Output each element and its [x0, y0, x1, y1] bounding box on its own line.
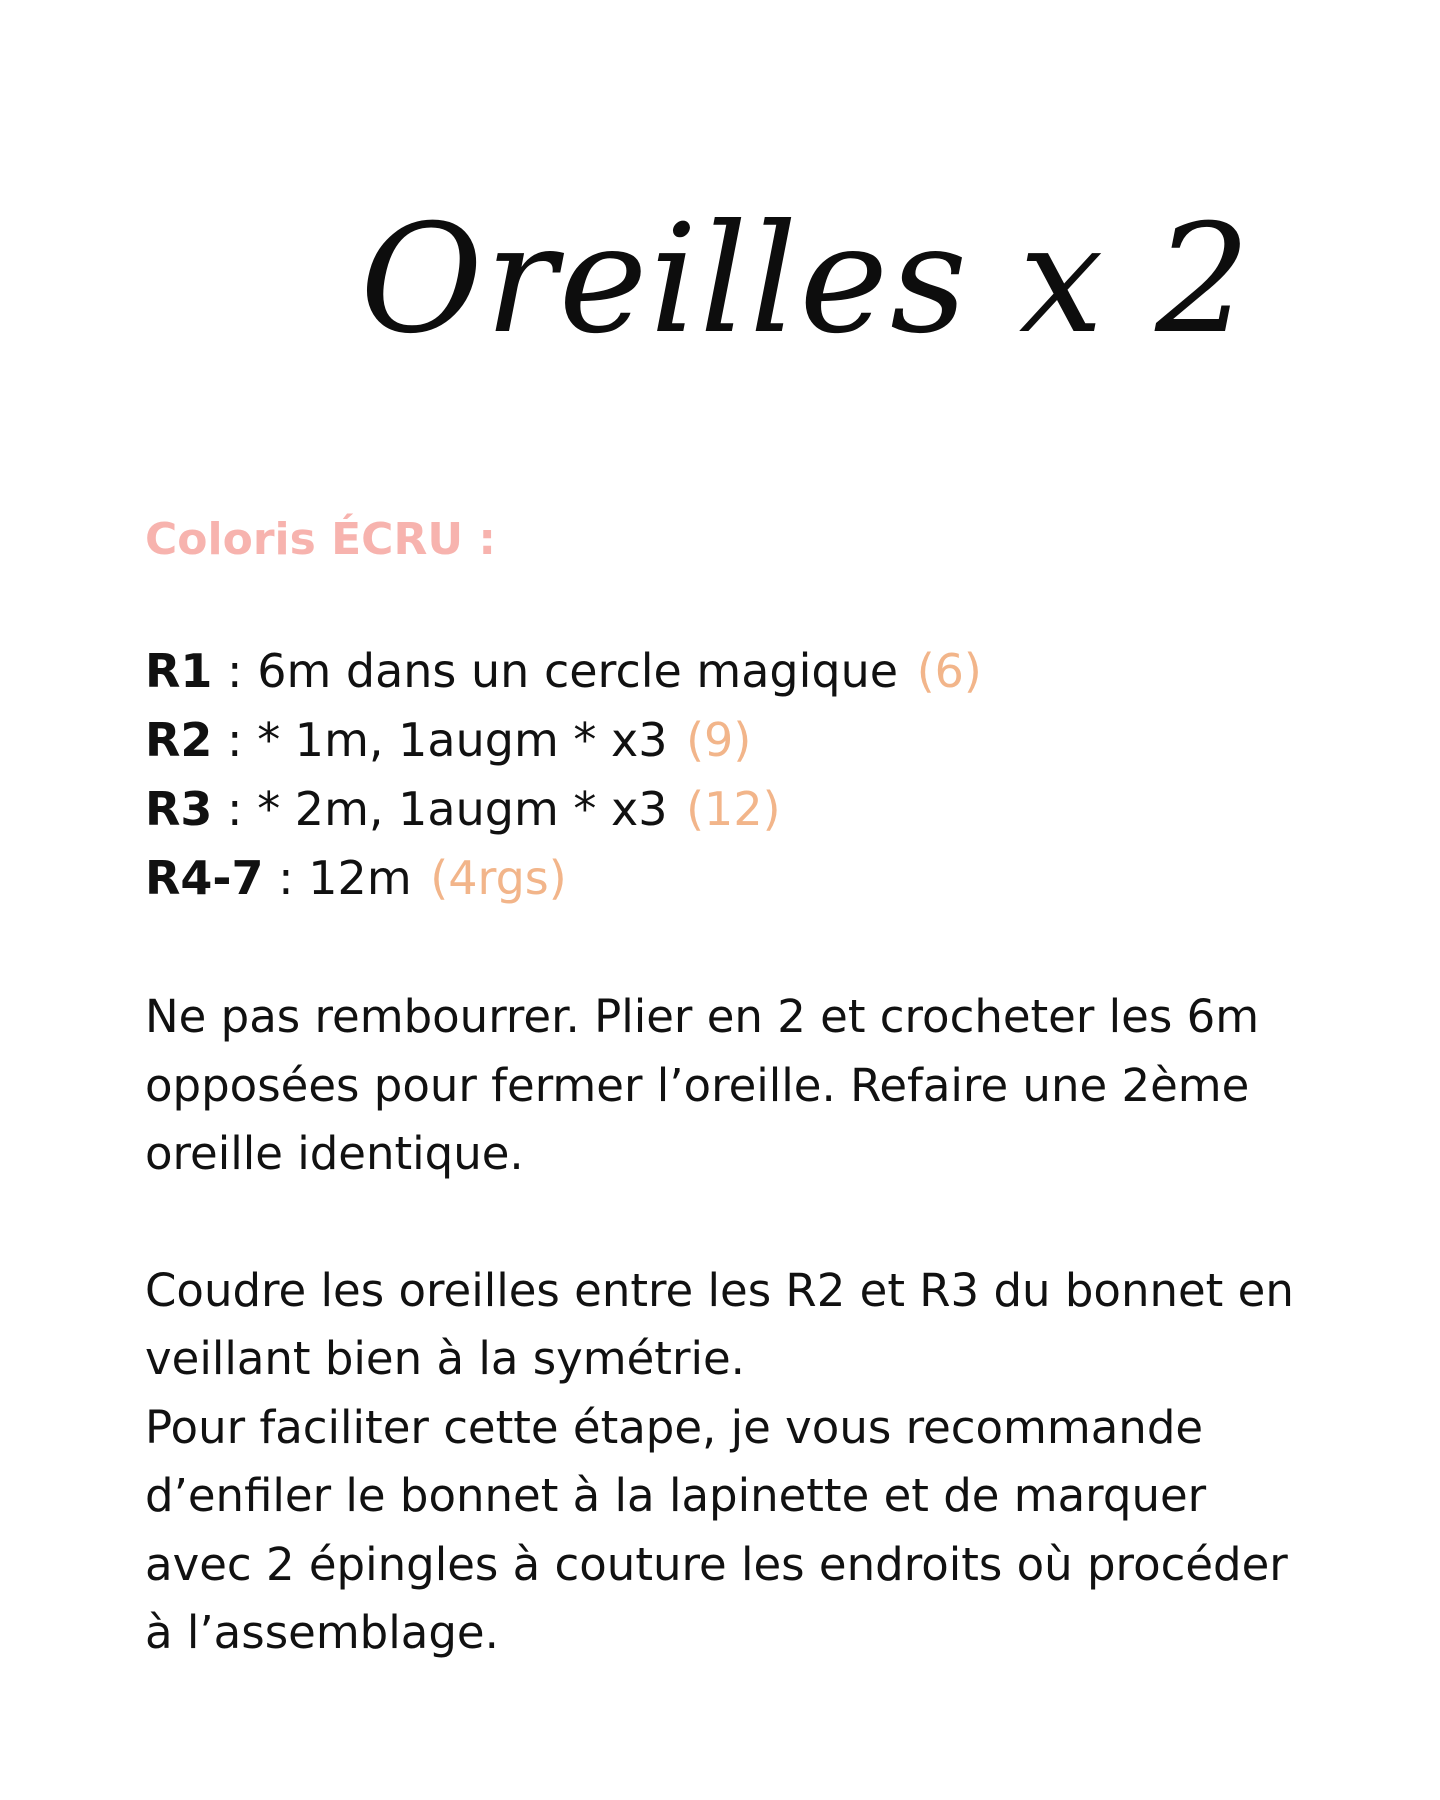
page-title: Oreilles x 2	[360, 193, 1253, 367]
round-separator: :	[212, 644, 258, 698]
round-instruction: * 1m, 1augm * x3	[257, 713, 668, 767]
finishing-text: Ne pas rembourrer. Plier en 2 et crocheter les 6m opposées pour fermer l’oreille. Refaire une 2ème oreille identique.	[145, 990, 1260, 1180]
round-row	[145, 775, 1315, 844]
assembly-paragraph	[145, 1257, 1315, 1668]
round-instruction: 12m	[308, 851, 412, 905]
stitch-count: (12)	[686, 782, 781, 836]
stitch-count: (9)	[686, 713, 752, 767]
stitch-count: (4rgs)	[430, 851, 567, 905]
assembly-tip: Pour faciliter cette étape, je vous recommande d’enfiler le bonnet à la lapinette et de marquer avec 2 épingles à couture les endroits où procéder à l’assemblage.	[145, 1400, 1288, 1659]
round-separator: :	[212, 782, 258, 836]
round-separator: :	[212, 713, 258, 767]
color-label: Coloris ÉCRU :	[145, 514, 496, 565]
pattern-content	[145, 505, 1315, 1736]
round-label: R4-7	[145, 851, 264, 905]
round-label: R3	[145, 782, 213, 836]
round-row	[145, 637, 1315, 706]
stitch-count: (6)	[916, 644, 982, 698]
round-instruction: 6m dans un cercle magique	[257, 644, 899, 698]
round-row	[145, 706, 1315, 775]
round-label: R2	[145, 713, 213, 767]
round-instruction: * 2m, 1augm * x3	[257, 782, 668, 836]
round-row	[145, 844, 1315, 913]
assembly-text: Coudre les oreilles entre les R2 et R3 du bonnet en veillant bien à la symétrie.	[145, 1263, 1294, 1385]
finishing-paragraph	[145, 983, 1315, 1189]
round-label: R1	[145, 644, 213, 698]
rounds-list	[145, 637, 1315, 913]
round-separator: :	[263, 851, 309, 905]
